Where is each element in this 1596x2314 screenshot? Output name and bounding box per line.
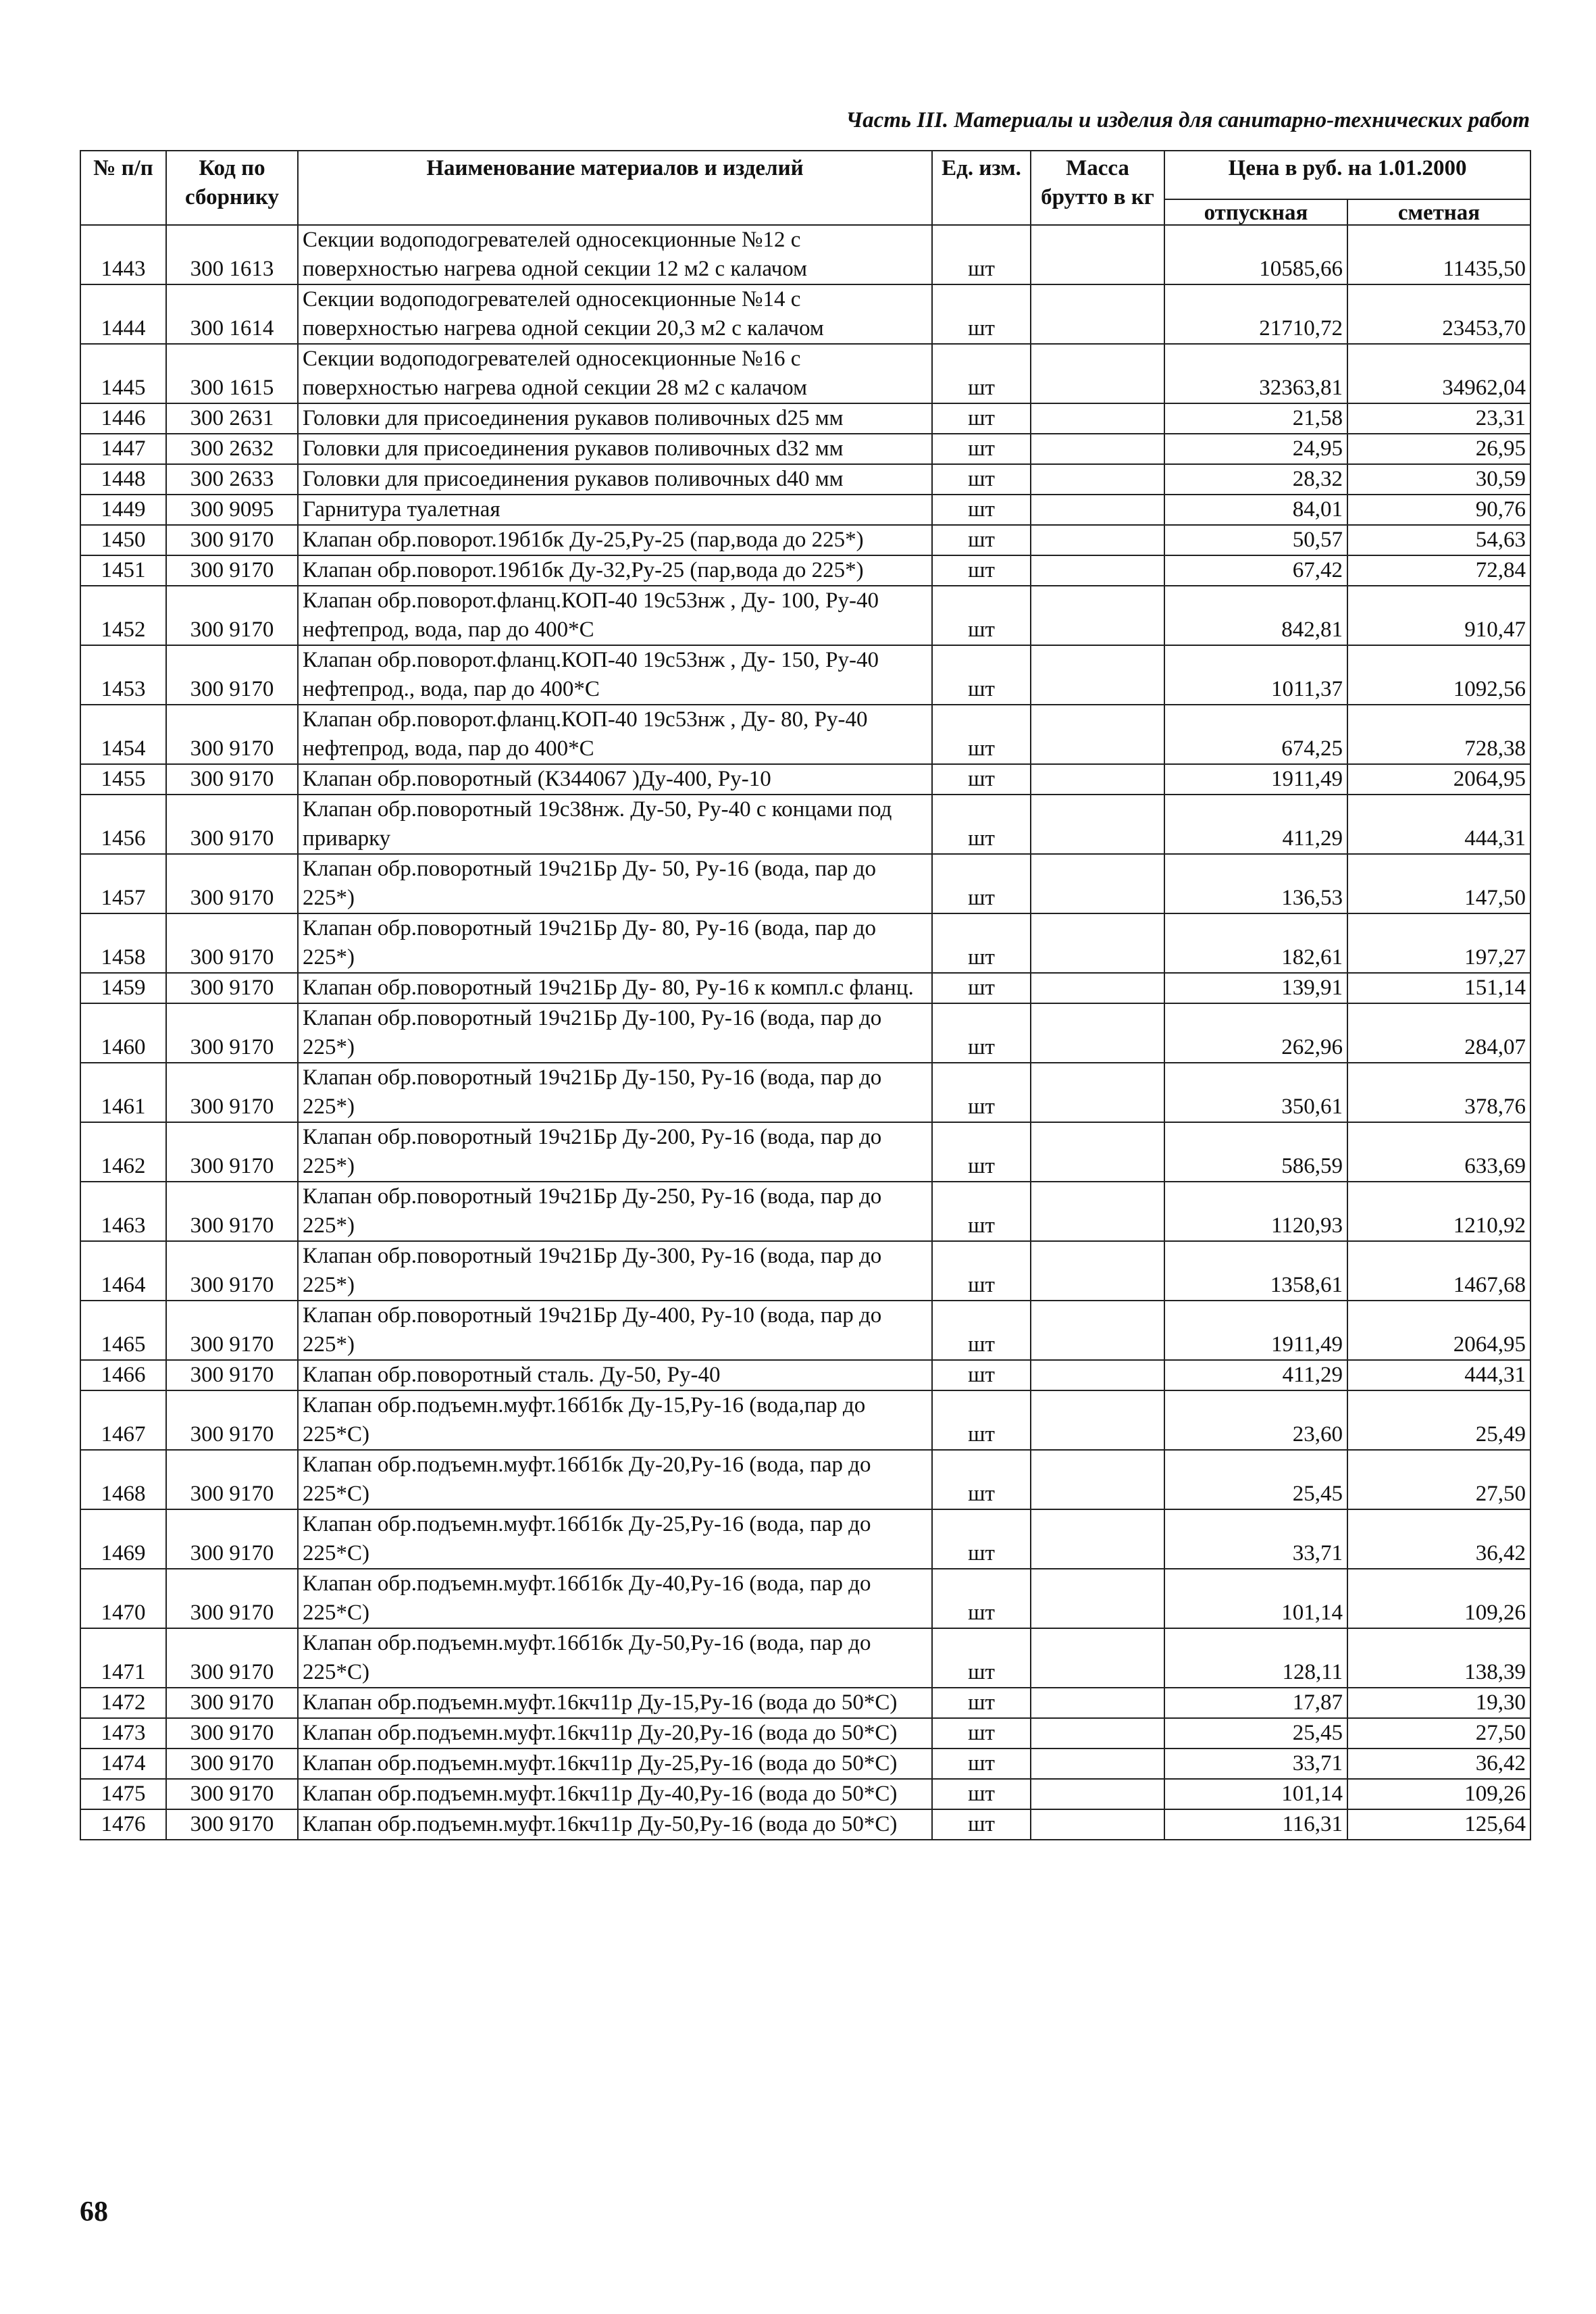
row-name: Гарнитура туалетная <box>298 495 932 525</box>
row-number: 1448 <box>80 464 166 495</box>
table-row <box>80 284 1530 344</box>
row-price-release: 101,14 <box>1164 1779 1347 1809</box>
row-number: 1474 <box>80 1749 166 1779</box>
table-row <box>80 705 1530 764</box>
row-number: 1451 <box>80 555 166 586</box>
row-price-estimate: 11435,50 <box>1347 225 1530 284</box>
row-name: Клапан обр.поворотный 19ч21Бр Ду-150, Ру-16 (вода, пар до 225*) <box>298 1063 932 1122</box>
row-code: 300 9170 <box>166 1360 298 1390</box>
col-header-price-group: Цена в руб. на 1.01.2000 <box>1164 151 1530 199</box>
col-header-unit: Ед. изм. <box>932 151 1031 225</box>
row-unit: шт <box>932 434 1031 464</box>
row-number: 1452 <box>80 586 166 645</box>
row-unit: шт <box>932 1003 1031 1063</box>
row-price-release: 33,71 <box>1164 1749 1347 1779</box>
row-code: 300 9170 <box>166 705 298 764</box>
row-name: Секции водоподогревателей односекционные №14 с поверхностью нагрева одной секции 20,3 м2 с калачом <box>298 284 932 344</box>
row-name: Клапан обр.подъемн.муфт.16б1бк Ду-15,Ру-16 (вода,пар до 225*С) <box>298 1390 932 1450</box>
table-row <box>80 913 1530 973</box>
row-mass <box>1031 1809 1164 1840</box>
col-header-price-estimate: сметная <box>1347 199 1530 225</box>
row-code: 300 9170 <box>166 525 298 555</box>
row-price-estimate: 1092,56 <box>1347 645 1530 705</box>
row-code: 300 9170 <box>166 1063 298 1122</box>
row-name: Клапан обр.подъемн.муфт.16б1бк Ду-40,Ру-16 (вода, пар до 225*С) <box>298 1569 932 1628</box>
row-name: Клапан обр.поворот.фланц.КОП-40 19с53нж , Ду- 150, Ру-40 нефтепрод., вода, пар до 400*С <box>298 645 932 705</box>
row-code: 300 9170 <box>166 973 298 1003</box>
col-header-mass: Масса брутто в кг <box>1031 151 1164 225</box>
table-row <box>80 1122 1530 1182</box>
row-mass <box>1031 913 1164 973</box>
row-price-release: 1358,61 <box>1164 1241 1347 1301</box>
row-code: 300 9170 <box>166 1628 298 1688</box>
row-price-release: 1120,93 <box>1164 1182 1347 1241</box>
row-price-release: 674,25 <box>1164 705 1347 764</box>
row-price-estimate: 25,49 <box>1347 1390 1530 1450</box>
table-row <box>80 1779 1530 1809</box>
row-name: Клапан обр.подъемн.муфт.16б1бк Ду-50,Ру-16 (вода, пар до 225*С) <box>298 1628 932 1688</box>
row-mass <box>1031 464 1164 495</box>
row-unit: шт <box>932 403 1031 434</box>
row-mass <box>1031 1718 1164 1749</box>
row-price-estimate: 34962,04 <box>1347 344 1530 403</box>
row-unit: шт <box>932 1182 1031 1241</box>
row-number: 1462 <box>80 1122 166 1182</box>
table-row <box>80 434 1530 464</box>
row-price-estimate: 109,26 <box>1347 1569 1530 1628</box>
row-name: Клапан обр.поворотный 19ч21Бр Ду-100, Ру-16 (вода, пар до 225*) <box>298 1003 932 1063</box>
row-mass <box>1031 705 1164 764</box>
row-price-estimate: 138,39 <box>1347 1628 1530 1688</box>
row-number: 1444 <box>80 284 166 344</box>
row-name: Головки для присоединения рукавов поливочных d32 мм <box>298 434 932 464</box>
row-price-estimate: 147,50 <box>1347 854 1530 913</box>
row-code: 300 9170 <box>166 1450 298 1509</box>
row-unit: шт <box>932 795 1031 854</box>
row-number: 1445 <box>80 344 166 403</box>
row-code: 300 9170 <box>166 1003 298 1063</box>
row-number: 1447 <box>80 434 166 464</box>
row-mass <box>1031 1509 1164 1569</box>
row-unit: шт <box>932 225 1031 284</box>
table-row <box>80 1749 1530 1779</box>
row-mass <box>1031 1749 1164 1779</box>
row-mass <box>1031 795 1164 854</box>
table-row <box>80 1718 1530 1749</box>
row-unit: шт <box>932 1450 1031 1509</box>
row-name: Секции водоподогревателей односекционные №12 с поверхностью нагрева одной секции 12 м2 с калачом <box>298 225 932 284</box>
row-price-release: 1011,37 <box>1164 645 1347 705</box>
row-mass <box>1031 1569 1164 1628</box>
row-name: Клапан обр.подъемн.муфт.16кч11р Ду-50,Ру-16 (вода до 50*С) <box>298 1809 932 1840</box>
row-number: 1460 <box>80 1003 166 1063</box>
row-number: 1463 <box>80 1182 166 1241</box>
row-price-estimate: 54,63 <box>1347 525 1530 555</box>
table-row <box>80 586 1530 645</box>
col-header-num: № п/п <box>80 151 166 225</box>
table-row <box>80 495 1530 525</box>
row-name: Клапан обр.подъемн.муфт.16б1бк Ду-20,Ру-16 (вода, пар до 225*С) <box>298 1450 932 1509</box>
row-unit: шт <box>932 1063 1031 1122</box>
row-name: Головки для присоединения рукавов поливочных d25 мм <box>298 403 932 434</box>
row-name: Клапан обр.поворот.19б1бк Ду-32,Ру-25 (пар,вода до 225*) <box>298 555 932 586</box>
row-unit: шт <box>932 705 1031 764</box>
row-name: Секции водоподогревателей односекционные №16 с поверхностью нагрева одной секции 28 м2 с калачом <box>298 344 932 403</box>
row-number: 1465 <box>80 1301 166 1360</box>
row-code: 300 9170 <box>166 795 298 854</box>
row-price-release: 1911,49 <box>1164 764 1347 795</box>
row-unit: шт <box>932 1360 1031 1390</box>
row-name: Клапан обр.подъемн.муфт.16кч11р Ду-40,Ру-16 (вода до 50*С) <box>298 1779 932 1809</box>
row-price-estimate: 378,76 <box>1347 1063 1530 1122</box>
row-price-release: 411,29 <box>1164 1360 1347 1390</box>
row-number: 1456 <box>80 795 166 854</box>
row-mass <box>1031 225 1164 284</box>
row-code: 300 9170 <box>166 1569 298 1628</box>
row-code: 300 2631 <box>166 403 298 434</box>
row-unit: шт <box>932 764 1031 795</box>
row-code: 300 1615 <box>166 344 298 403</box>
row-code: 300 9170 <box>166 913 298 973</box>
row-price-estimate: 2064,95 <box>1347 1301 1530 1360</box>
row-unit: шт <box>932 1569 1031 1628</box>
row-unit: шт <box>932 1122 1031 1182</box>
row-price-release: 25,45 <box>1164 1450 1347 1509</box>
row-name: Клапан обр.поворот.фланц.КОП-40 19с53нж , Ду- 100, Ру-40 нефтепрод, вода, пар до 400*С <box>298 586 932 645</box>
row-number: 1458 <box>80 913 166 973</box>
row-unit: шт <box>932 1718 1031 1749</box>
row-number: 1443 <box>80 225 166 284</box>
row-price-estimate: 633,69 <box>1347 1122 1530 1182</box>
row-price-release: 136,53 <box>1164 854 1347 913</box>
section-title: Часть III. Материалы и изделия для санитарно-технических работ <box>846 108 1530 132</box>
table-row <box>80 854 1530 913</box>
table-row <box>80 1450 1530 1509</box>
row-price-estimate: 72,84 <box>1347 555 1530 586</box>
row-number: 1457 <box>80 854 166 913</box>
row-code: 300 9170 <box>166 1779 298 1809</box>
row-mass <box>1031 854 1164 913</box>
row-price-estimate: 284,07 <box>1347 1003 1530 1063</box>
row-mass <box>1031 1301 1164 1360</box>
col-header-price-release: отпускная <box>1164 199 1347 225</box>
row-price-release: 350,61 <box>1164 1063 1347 1122</box>
row-name: Клапан обр.поворотный 19ч21Бр Ду-300, Ру-16 (вода, пар до 225*) <box>298 1241 932 1301</box>
materials-price-table <box>80 150 1531 1840</box>
row-unit: шт <box>932 973 1031 1003</box>
row-number: 1466 <box>80 1360 166 1390</box>
row-name: Клапан обр.поворотный (К344067 )Ду-400, Ру-10 <box>298 764 932 795</box>
row-mass <box>1031 434 1164 464</box>
row-code: 300 2633 <box>166 464 298 495</box>
row-price-release: 84,01 <box>1164 495 1347 525</box>
row-number: 1454 <box>80 705 166 764</box>
row-mass <box>1031 1450 1164 1509</box>
row-number: 1449 <box>80 495 166 525</box>
row-code: 300 9170 <box>166 1509 298 1569</box>
row-price-estimate: 27,50 <box>1347 1718 1530 1749</box>
row-unit: шт <box>932 1301 1031 1360</box>
row-unit: шт <box>932 555 1031 586</box>
row-price-release: 32363,81 <box>1164 344 1347 403</box>
row-number: 1446 <box>80 403 166 434</box>
row-price-estimate: 444,31 <box>1347 1360 1530 1390</box>
row-code: 300 1613 <box>166 225 298 284</box>
row-unit: шт <box>932 1628 1031 1688</box>
row-code: 300 2632 <box>166 434 298 464</box>
row-price-estimate: 36,42 <box>1347 1509 1530 1569</box>
row-price-release: 101,14 <box>1164 1569 1347 1628</box>
row-code: 300 9170 <box>166 1718 298 1749</box>
row-mass <box>1031 1688 1164 1718</box>
row-number: 1476 <box>80 1809 166 1840</box>
row-mass <box>1031 1182 1164 1241</box>
row-price-estimate: 151,14 <box>1347 973 1530 1003</box>
row-price-release: 67,42 <box>1164 555 1347 586</box>
row-unit: шт <box>932 284 1031 344</box>
row-mass <box>1031 1360 1164 1390</box>
row-unit: шт <box>932 913 1031 973</box>
row-mass <box>1031 1241 1164 1301</box>
table-header <box>80 151 1530 225</box>
table-row <box>80 555 1530 586</box>
row-unit: шт <box>932 344 1031 403</box>
col-header-code: Код по сборнику <box>166 151 298 225</box>
row-price-estimate: 90,76 <box>1347 495 1530 525</box>
table-row <box>80 1569 1530 1628</box>
row-price-release: 586,59 <box>1164 1122 1347 1182</box>
row-price-release: 17,87 <box>1164 1688 1347 1718</box>
row-price-release: 128,11 <box>1164 1628 1347 1688</box>
row-mass <box>1031 1390 1164 1450</box>
row-code: 300 9170 <box>166 1749 298 1779</box>
row-price-release: 21710,72 <box>1164 284 1347 344</box>
table-row <box>80 344 1530 403</box>
table-row <box>80 1360 1530 1390</box>
row-mass <box>1031 1779 1164 1809</box>
row-mass <box>1031 495 1164 525</box>
row-mass <box>1031 344 1164 403</box>
row-mass <box>1031 586 1164 645</box>
row-unit: шт <box>932 1390 1031 1450</box>
row-price-estimate: 910,47 <box>1347 586 1530 645</box>
row-number: 1455 <box>80 764 166 795</box>
table-row <box>80 225 1530 284</box>
row-code: 300 9170 <box>166 1182 298 1241</box>
row-number: 1450 <box>80 525 166 555</box>
row-name: Клапан обр.поворотный сталь. Ду-50, Ру-40 <box>298 1360 932 1390</box>
table-row <box>80 795 1530 854</box>
row-code: 300 9170 <box>166 764 298 795</box>
row-mass <box>1031 284 1164 344</box>
row-mass <box>1031 1003 1164 1063</box>
row-unit: шт <box>932 1509 1031 1569</box>
row-code: 300 9170 <box>166 1241 298 1301</box>
row-price-release: 139,91 <box>1164 973 1347 1003</box>
row-number: 1468 <box>80 1450 166 1509</box>
row-unit: шт <box>932 1241 1031 1301</box>
row-price-release: 50,57 <box>1164 525 1347 555</box>
row-unit: шт <box>932 645 1031 705</box>
row-unit: шт <box>932 1749 1031 1779</box>
row-number: 1461 <box>80 1063 166 1122</box>
row-name: Клапан обр.поворотный 19ч21Бр Ду- 50, Ру-16 (вода, пар до 225*) <box>298 854 932 913</box>
row-number: 1467 <box>80 1390 166 1450</box>
row-unit: шт <box>932 464 1031 495</box>
row-mass <box>1031 1122 1164 1182</box>
row-code: 300 9170 <box>166 586 298 645</box>
row-price-estimate: 125,64 <box>1347 1809 1530 1840</box>
row-price-estimate: 27,50 <box>1347 1450 1530 1509</box>
row-code: 300 9170 <box>166 854 298 913</box>
row-price-release: 21,58 <box>1164 403 1347 434</box>
row-number: 1475 <box>80 1779 166 1809</box>
row-price-release: 842,81 <box>1164 586 1347 645</box>
row-unit: шт <box>932 525 1031 555</box>
row-price-release: 33,71 <box>1164 1509 1347 1569</box>
row-code: 300 9170 <box>166 1301 298 1360</box>
row-unit: шт <box>932 854 1031 913</box>
row-name: Клапан обр.поворотный 19с38нж. Ду-50, Ру-40 с концами под приварку <box>298 795 932 854</box>
table-row <box>80 464 1530 495</box>
row-price-release: 24,95 <box>1164 434 1347 464</box>
row-number: 1470 <box>80 1569 166 1628</box>
row-price-estimate: 109,26 <box>1347 1779 1530 1809</box>
row-code: 300 1614 <box>166 284 298 344</box>
row-price-release: 25,45 <box>1164 1718 1347 1749</box>
row-price-estimate: 1210,92 <box>1347 1182 1530 1241</box>
row-name: Клапан обр.подъемн.муфт.16кч11р Ду-25,Ру-16 (вода до 50*С) <box>298 1749 932 1779</box>
row-mass <box>1031 973 1164 1003</box>
row-code: 300 9170 <box>166 1809 298 1840</box>
row-name: Головки для присоединения рукавов поливочных d40 мм <box>298 464 932 495</box>
row-price-estimate: 2064,95 <box>1347 764 1530 795</box>
table-row <box>80 1301 1530 1360</box>
row-name: Клапан обр.поворот.19б1бк Ду-25,Ру-25 (пар,вода до 225*) <box>298 525 932 555</box>
row-price-release: 28,32 <box>1164 464 1347 495</box>
row-price-estimate: 30,59 <box>1347 464 1530 495</box>
row-unit: шт <box>932 495 1031 525</box>
row-number: 1472 <box>80 1688 166 1718</box>
row-price-release: 262,96 <box>1164 1003 1347 1063</box>
row-price-estimate: 36,42 <box>1347 1749 1530 1779</box>
table-row <box>80 645 1530 705</box>
page-number: 68 <box>80 2196 108 2228</box>
row-price-estimate: 23453,70 <box>1347 284 1530 344</box>
table-row <box>80 1003 1530 1063</box>
table-body <box>80 225 1530 1840</box>
table-row <box>80 1688 1530 1718</box>
row-mass <box>1031 1063 1164 1122</box>
row-price-estimate: 19,30 <box>1347 1688 1530 1718</box>
table-row <box>80 1063 1530 1122</box>
row-code: 300 9095 <box>166 495 298 525</box>
table-row <box>80 403 1530 434</box>
row-price-release: 411,29 <box>1164 795 1347 854</box>
row-unit: шт <box>932 1688 1031 1718</box>
table-row <box>80 1182 1530 1241</box>
table-row <box>80 1509 1530 1569</box>
row-unit: шт <box>932 586 1031 645</box>
row-price-release: 1911,49 <box>1164 1301 1347 1360</box>
row-name: Клапан обр.подъемн.муфт.16кч11р Ду-20,Ру-16 (вода до 50*С) <box>298 1718 932 1749</box>
row-name: Клапан обр.подъемн.муфт.16кч11р Ду-15,Ру-16 (вода до 50*С) <box>298 1688 932 1718</box>
row-code: 300 9170 <box>166 1122 298 1182</box>
row-number: 1471 <box>80 1628 166 1688</box>
row-mass <box>1031 1628 1164 1688</box>
table-row <box>80 1241 1530 1301</box>
table-row <box>80 1809 1530 1840</box>
row-mass <box>1031 645 1164 705</box>
table-row <box>80 1390 1530 1450</box>
row-name: Клапан обр.подъемн.муфт.16б1бк Ду-25,Ру-16 (вода, пар до 225*С) <box>298 1509 932 1569</box>
row-number: 1464 <box>80 1241 166 1301</box>
row-unit: шт <box>932 1779 1031 1809</box>
row-price-release: 182,61 <box>1164 913 1347 973</box>
row-mass <box>1031 403 1164 434</box>
row-price-release: 116,31 <box>1164 1809 1347 1840</box>
table-row <box>80 525 1530 555</box>
row-unit: шт <box>932 1809 1031 1840</box>
row-name: Клапан обр.поворот.фланц.КОП-40 19с53нж , Ду- 80, Ру-40 нефтепрод, вода, пар до 400*С <box>298 705 932 764</box>
row-mass <box>1031 555 1164 586</box>
row-name: Клапан обр.поворотный 19ч21Бр Ду-400, Ру-10 (вода, пар до 225*) <box>298 1301 932 1360</box>
row-name: Клапан обр.поворотный 19ч21Бр Ду- 80, Ру-16 к компл.с фланц. <box>298 973 932 1003</box>
row-number: 1453 <box>80 645 166 705</box>
table-row <box>80 764 1530 795</box>
col-header-name: Наименование материалов и изделий <box>298 151 932 225</box>
row-price-estimate: 197,27 <box>1347 913 1530 973</box>
table-row <box>80 1628 1530 1688</box>
row-name: Клапан обр.поворотный 19ч21Бр Ду-200, Ру-16 (вода, пар до 225*) <box>298 1122 932 1182</box>
row-code: 300 9170 <box>166 645 298 705</box>
row-name: Клапан обр.поворотный 19ч21Бр Ду- 80, Ру-16 (вода, пар до 225*) <box>298 913 932 973</box>
row-code: 300 9170 <box>166 1688 298 1718</box>
row-number: 1473 <box>80 1718 166 1749</box>
row-price-release: 23,60 <box>1164 1390 1347 1450</box>
row-price-estimate: 1467,68 <box>1347 1241 1530 1301</box>
row-price-estimate: 26,95 <box>1347 434 1530 464</box>
row-code: 300 9170 <box>166 1390 298 1450</box>
row-price-estimate: 23,31 <box>1347 403 1530 434</box>
row-code: 300 9170 <box>166 555 298 586</box>
row-price-estimate: 728,38 <box>1347 705 1530 764</box>
row-mass <box>1031 764 1164 795</box>
row-price-release: 10585,66 <box>1164 225 1347 284</box>
row-mass <box>1031 525 1164 555</box>
row-number: 1459 <box>80 973 166 1003</box>
row-name: Клапан обр.поворотный 19ч21Бр Ду-250, Ру-16 (вода, пар до 225*) <box>298 1182 932 1241</box>
table-row <box>80 973 1530 1003</box>
row-number: 1469 <box>80 1509 166 1569</box>
row-price-estimate: 444,31 <box>1347 795 1530 854</box>
